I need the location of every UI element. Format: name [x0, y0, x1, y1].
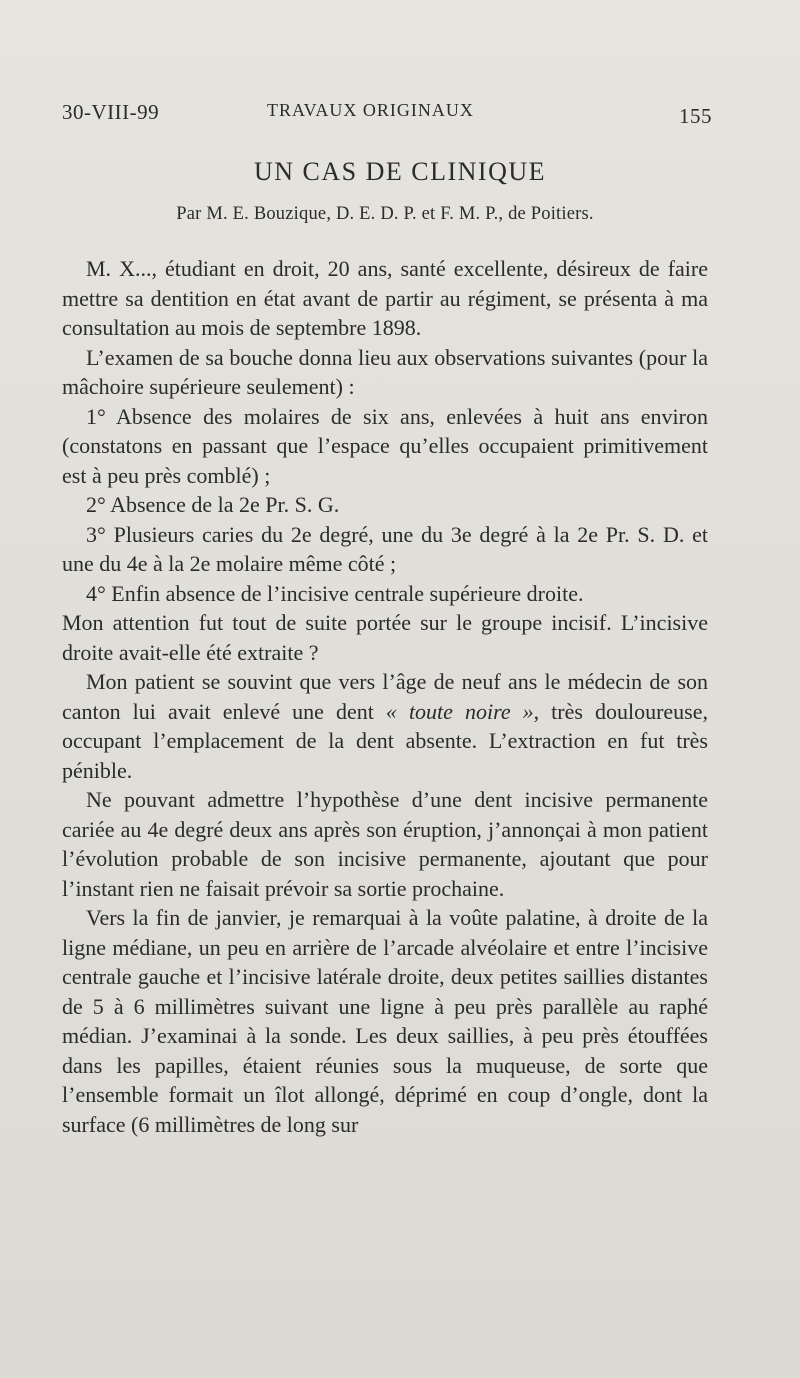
running-head: [62, 100, 712, 130]
section-title: TRAVAUX ORIGINAUX: [267, 100, 474, 120]
page-number: 155: [679, 104, 712, 128]
paragraph: M. X..., étudiant en droit, 20 ans, santé excellente, désireux de faire mettre sa dentition en état avant de partir au régiment, se présenta à ma consultation au mois de septembre 1898.: [62, 256, 708, 340]
paragraph: L’examen de sa bouche donna lieu aux observations suivantes (pour la mâchoire supérieure seulement) :: [62, 344, 708, 399]
paragraph-text: , très douloureuse, occupant l’emplacement de la dent absente. L’extraction en fut très pénible.: [62, 698, 709, 783]
article-body: [62, 254, 708, 1139]
list-item: 1° Absence des molaires de six ans, enlevées à huit ans environ (constatons en passant que l’espace qu’elles occupaient primitivement est à peu près comblé) ;: [62, 403, 708, 488]
list-item: 3° Plusieurs caries du 2e degré, une du 3e degré à la 2e Pr. S. D. et une du 4e à la 2e molaire même côté ;: [62, 521, 708, 576]
list-item: 4° Enfin absence de l’incisive centrale supérieure droite.: [86, 580, 584, 606]
article-byline: Par M. E. Bouzique, D. E. D. P. et F. M. P., de Poitiers.: [176, 204, 594, 224]
paragraph-text: Mon patient se souvint que vers l’âge de neuf ans le médecin de son canton lui avait enlevé une dent: [62, 669, 708, 724]
list-item: 2° Absence de la 2e Pr. S. G.: [86, 492, 340, 517]
paragraph: [62, 667, 708, 785]
issue-date: 30-VIII-99: [62, 100, 160, 124]
quoted-phrase: « toute noire »: [385, 698, 534, 724]
paragraph: Ne pouvant admettre l’hypothèse d’une dent incisive permanente cariée au 4e degré deux ans après son éruption, j’annonçai à mon patient l’évolution probable de son incisive permanente, ajoutant que pour l’instant rien ne faisait prévoir sa sortie prochaine.: [62, 787, 708, 901]
paragraph: Mon attention fut tout de suite portée sur le groupe incisif. L’incisive droite avait-elle été extraite ?: [62, 610, 708, 665]
article-title: UN CAS DE CLINIQUE: [253, 157, 547, 186]
paragraph: Vers la fin de janvier, je remarquai à la voûte palatine, à droite de la ligne médiane, un peu en arrière de l’arcade alvéolaire et entre l’incisive centrale gauche et l’incisive latérale droite, deux petites saillies distantes de 5 à 6 millimètres suivant une ligne à peu près parallèle au raphé médian. J’examinai à la sonde. Les deux saillies, à peu près étouffées dans les papilles, étaient réunies sous la muqueuse, de sorte que l’ensemble formait un îlot allongé, déprimé en coup d’ongle, dont la surface (6 millimètres de long sur: [62, 905, 708, 1137]
